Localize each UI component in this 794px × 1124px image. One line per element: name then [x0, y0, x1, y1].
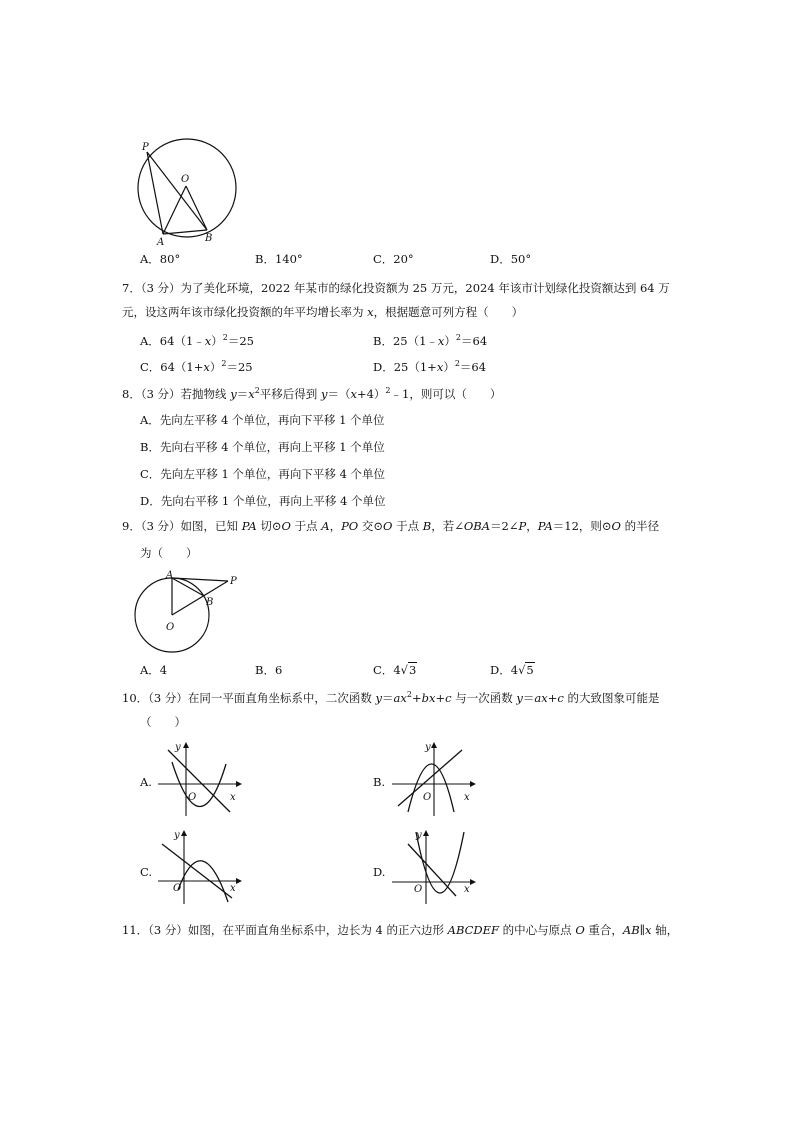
q9-label-P: P — [230, 576, 237, 587]
q9-line-OP — [172, 581, 228, 615]
q10-graph-a[interactable] — [158, 740, 244, 818]
q10-option-a-label[interactable]: A. — [140, 775, 152, 789]
q8-option-d[interactable]: D．先向右平移 1 个单位，再向上平移 4 个单位 — [140, 494, 386, 508]
y-axis-label: y — [425, 742, 431, 753]
origin-label: O — [414, 884, 423, 895]
q10-graph-d[interactable] — [392, 828, 478, 906]
q7-option-b[interactable]: B．25（1﹣x）$^2$＝64 — [373, 333, 488, 348]
q10-option-b-label[interactable]: B. — [373, 775, 386, 789]
x-axis-arrow-icon — [236, 781, 242, 787]
q9-label-O: O — [166, 622, 175, 633]
y-axis-arrow-icon — [181, 830, 187, 836]
q6-line-PB — [147, 152, 207, 230]
q9-circle-figure — [132, 568, 244, 656]
q6-option-b[interactable]: B．140° — [255, 252, 303, 266]
q8-option-c[interactable]: C．先向左平移 1 个单位，再向下平移 4 个单位 — [140, 467, 386, 481]
q6-option-c[interactable]: C．20° — [373, 252, 414, 266]
y-axis-arrow-icon — [183, 742, 189, 748]
y-axis-arrow-icon — [423, 830, 429, 836]
q8-option-a[interactable]: A．先向左平移 4 个单位，再向下平移 1 个单位 — [140, 413, 385, 427]
q7-stem-line1: 7．（3 分）为了美化环境，2022 年某市的绿化投资额为 25 万元，2024 年该市计划绿化投资额达到 64 万 — [122, 281, 670, 295]
q6-option-d[interactable]: D．50° — [490, 252, 532, 266]
x-axis-arrow-icon — [236, 878, 242, 884]
q9-option-c-radicand: 3 — [408, 663, 417, 677]
y-axis-label: y — [416, 830, 422, 841]
q6-option-a[interactable]: A．80° — [140, 252, 181, 266]
y-axis-arrow-icon — [431, 742, 437, 748]
x-axis-arrow-icon — [470, 879, 476, 885]
q6-label-P: P — [142, 142, 149, 153]
q9-option-d-radicand: 5 — [526, 663, 534, 677]
q6-line-AB — [163, 230, 207, 234]
q10-graph-c[interactable] — [158, 828, 244, 906]
q7-option-d[interactable]: D．$25(1+x)^2=64$ — [373, 359, 487, 374]
q9-label-A: A — [166, 570, 174, 581]
q7-option-a[interactable]: A．64（1﹣x）$^2$＝25 — [140, 333, 254, 348]
q10-option-d-label[interactable]: D. — [373, 865, 386, 879]
q6-line-PA — [147, 152, 163, 234]
q10-graph-b[interactable] — [392, 740, 478, 818]
x-axis-label: x — [464, 792, 470, 803]
q6-label-B: B — [205, 233, 213, 244]
q9-option-c-coef: 4 — [393, 663, 401, 677]
q9-option-c[interactable]: C．4√3 — [373, 663, 417, 677]
q10-stem-line2: （ ） — [140, 715, 186, 729]
q9-stem-line1: 9．（3 分）如图，已知 PA 切⊙O 于点 A，PO 交⊙O 于点 B，若∠OBA＝2∠P，PA＝12，则⊙O 的半径 — [122, 519, 660, 533]
origin-label: O — [423, 792, 432, 803]
q9-stem-line2: 为（ ） — [140, 546, 198, 560]
q6-line-OB — [186, 186, 207, 230]
origin-label: O — [173, 883, 182, 894]
q10-b-parabola — [408, 764, 454, 812]
q10-stem-line1: 10．（3 分）在同一平面直角坐标系中，二次函数 $y=ax^2+bx+c$ 与一次函数 y＝ax+c 的大致图象可能是 — [122, 690, 660, 705]
q9-line-AB — [172, 578, 204, 596]
q9-option-d[interactable]: D．4√5 — [490, 663, 534, 677]
x-axis-label: x — [230, 792, 236, 803]
x-axis-arrow-icon — [470, 781, 476, 787]
q7-stem-line2: 元，设这两年该市绿化投资额的年平均增长率为 x，根据题意可列方程（ ） — [122, 305, 524, 319]
q6-circle-figure — [132, 138, 242, 246]
y-axis-label: y — [174, 830, 180, 841]
q7-option-c[interactable]: C．$64(1+x)^2=25$ — [140, 359, 253, 374]
sqrt-icon: √ — [400, 663, 408, 677]
x-axis-label: x — [464, 884, 470, 895]
q10-option-c-label[interactable]: C. — [140, 865, 153, 879]
q9-option-d-coef: 4 — [510, 663, 519, 677]
q6-label-O: O — [181, 174, 190, 185]
q11-stem-line1: 11．（3 分）如图，在平面直角坐标系中，边长为 4 的正六边形 ABCDEF 的中心与原点 O 重合，AB∥x 轴， — [122, 923, 679, 937]
sqrt-icon: √ — [518, 663, 526, 677]
q9-label-B: B — [206, 597, 214, 608]
origin-label: O — [188, 792, 197, 803]
y-axis-label: y — [175, 742, 181, 753]
q9-option-b[interactable]: B．6 — [255, 663, 283, 677]
q6-line-OA — [163, 186, 186, 234]
q8-option-b[interactable]: B．先向右平移 4 个单位，再向上平移 1 个单位 — [140, 440, 385, 454]
q8-stem: 8．（3 分）若抛物线 $y=x^2$平移后得到 $y=(x+4)^2﹣1$，则可以（ ） — [122, 386, 502, 401]
q6-label-A: A — [157, 237, 165, 248]
q9-option-a[interactable]: A．4 — [140, 663, 168, 677]
x-axis-label: x — [230, 883, 236, 894]
q10-d-parabola — [416, 832, 464, 893]
